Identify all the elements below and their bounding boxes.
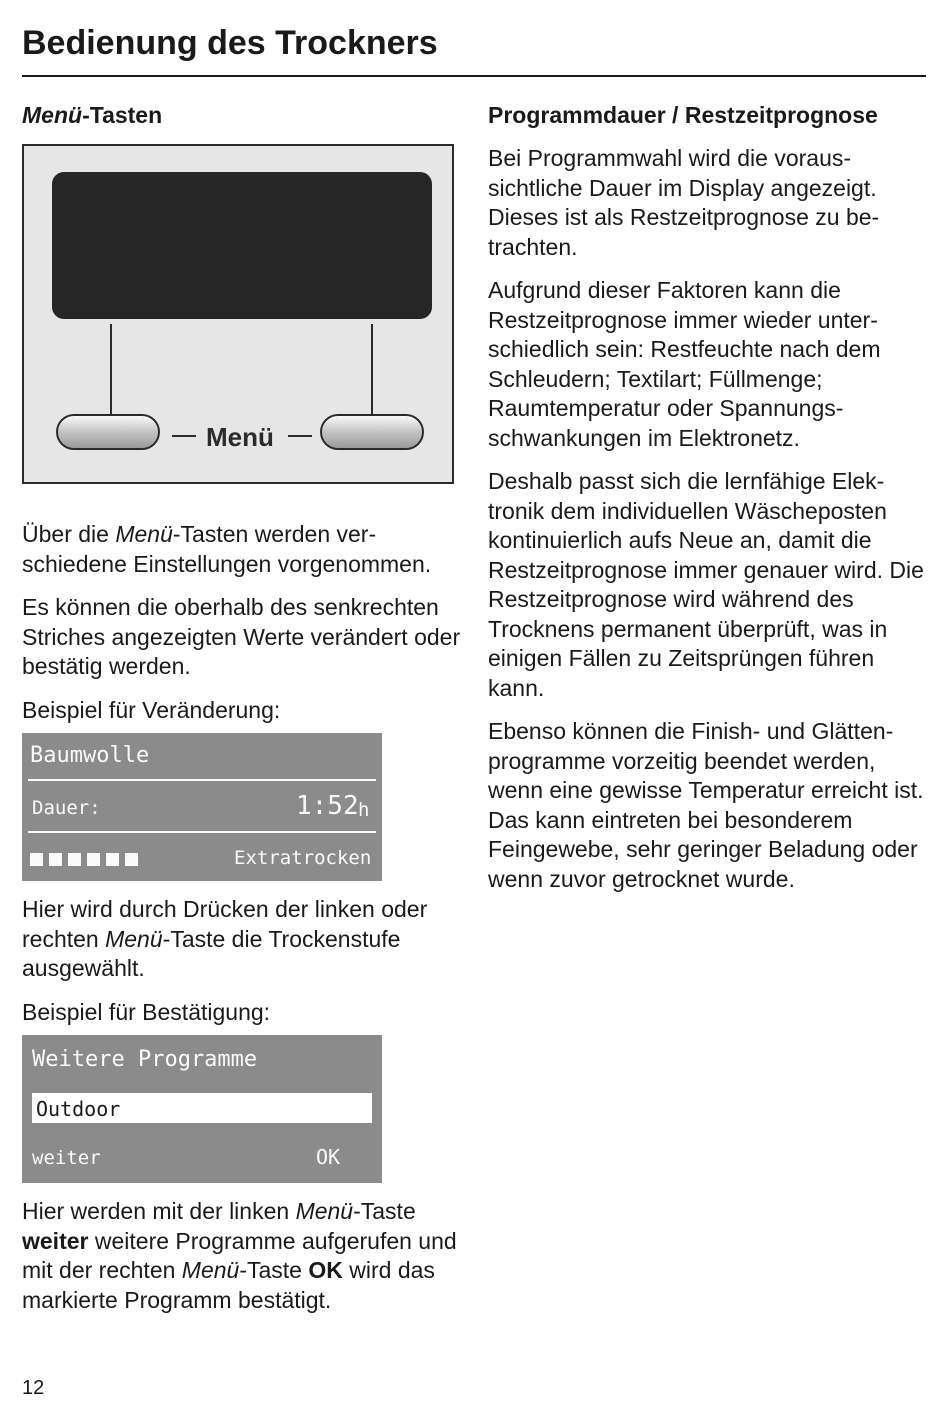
paragraph: Beispiel für Bestätigung: bbox=[22, 998, 271, 1025]
duration-value: 1:52 bbox=[296, 791, 359, 821]
dryness-level-indicator bbox=[30, 853, 144, 866]
level-square bbox=[68, 853, 81, 866]
paragraph: Über die Menü-Tasten werden verschiedene Einstellungen vorgenommen. bbox=[22, 521, 432, 577]
dryness-level: Extratrocken bbox=[234, 847, 372, 869]
level-square bbox=[49, 853, 62, 866]
menu-title: Weitere Programme bbox=[32, 1047, 258, 1072]
left-indicator-line bbox=[110, 324, 112, 414]
menu-keys-heading: Menü-Tasten bbox=[22, 102, 163, 128]
paragraph: Bei Programmwahl wird die voraussichtliche Dauer im Display angezeigt. Dieses ist als Restzeitprognose zu betrachten. bbox=[488, 145, 880, 260]
display-example-change bbox=[22, 733, 382, 881]
program-name: Baumwolle bbox=[30, 743, 150, 768]
paragraph: Aufgrund dieser Faktoren kann die Restzeitprognose immer wieder unterschiedlich sein: Restfeuchte nach dem Schleudern; Textilart; Füllmenge; Raumtemperatur oder Spannungsschwankungen im Elektronetz. bbox=[488, 277, 881, 451]
paragraph: Deshalb passt sich die lernfähige Elektronik dem individuellen Wäscheposten kontinuierlich aufs Neue an, damit die Restzeitprognose immer genauer wird. Die Restzeitprognose wird während des Trocknens permanent überprüft, was in einigen Fällen zu Zeitsprüngen führen kann. bbox=[488, 468, 924, 701]
menu-label: Menü bbox=[206, 422, 274, 452]
right-dash bbox=[288, 435, 312, 437]
paragraph: Es können die oberhalb des senkrechten Striches angezeigten Werte verändert oder bestätig werden. bbox=[22, 594, 461, 679]
paragraph: Hier werden mit der linken Menü-Taste weiter weitere Programme aufgerufen und mit der rechten Menü-Taste OK wird das markierte Programm bestätigt. bbox=[22, 1198, 457, 1313]
right-menu-button[interactable] bbox=[320, 414, 424, 450]
level-square bbox=[125, 853, 138, 866]
duration-label: Dauer: bbox=[32, 797, 101, 819]
control-panel-diagram bbox=[22, 144, 454, 484]
lcd-divider bbox=[28, 831, 376, 833]
display-example-confirm bbox=[22, 1035, 382, 1183]
level-square bbox=[30, 853, 43, 866]
soft-key-left: weiter bbox=[32, 1147, 101, 1169]
level-square bbox=[106, 853, 119, 866]
paragraph: Beispiel für Veränderung: bbox=[22, 696, 281, 723]
left-dash bbox=[172, 435, 196, 437]
right-column bbox=[488, 100, 928, 908]
section-heading: Programmdauer / Restzeitprognose bbox=[488, 102, 878, 128]
right-indicator-line bbox=[371, 324, 373, 414]
left-column bbox=[22, 100, 462, 1329]
duration-unit: h bbox=[358, 799, 370, 821]
selected-program: Outdoor bbox=[36, 1097, 121, 1121]
page-title: Bedienung des Trockners bbox=[22, 24, 438, 62]
lcd-divider bbox=[28, 779, 376, 781]
left-menu-button[interactable] bbox=[56, 414, 160, 450]
paragraph: Hier wird durch Drücken der linken oder rechten Menü-Taste die Trockenstufe ausgewählt. bbox=[22, 896, 428, 981]
soft-key-right: OK bbox=[316, 1145, 341, 1169]
title-rule bbox=[22, 75, 926, 77]
paragraph: Ebenso können die Finish- und Glättenprogramme vorzeitig beendet werden, wenn eine gewisse Temperatur erreicht ist. Das kann eintreten bei besonderem Feingewebe, sehr geringer Beladung oder wenn zuvor getrocknet wurde. bbox=[488, 718, 924, 892]
display-screen bbox=[52, 172, 432, 319]
page-number: 12 bbox=[22, 1377, 45, 1399]
level-square bbox=[87, 853, 100, 866]
